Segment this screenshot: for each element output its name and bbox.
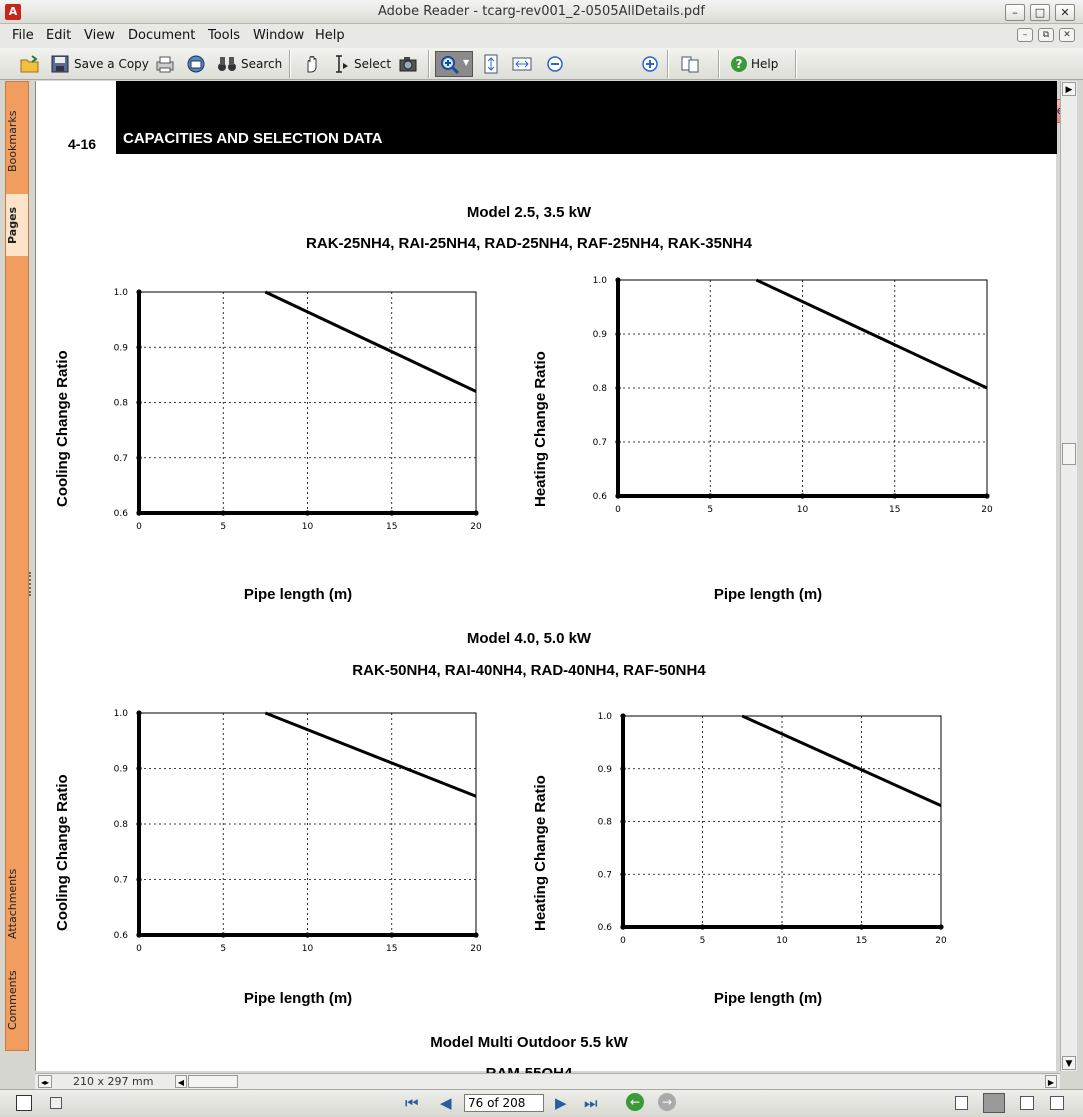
y-tick-label: 0.7 — [592, 438, 607, 448]
search-button[interactable]: Search — [241, 57, 283, 71]
x-axis-label: Pipe length (m) — [243, 990, 353, 1007]
data-line — [742, 716, 941, 806]
y-axis-label: Cooling Change Ratio — [54, 350, 71, 507]
single-page-view-icon[interactable] — [955, 1096, 968, 1110]
fit-page-icon[interactable] — [481, 54, 501, 74]
scroll-up-arrow-icon[interactable]: ▶ — [1062, 82, 1076, 96]
menu-bar — [0, 24, 1083, 48]
hand-tool-icon[interactable] — [302, 54, 322, 74]
tab-pages[interactable]: Pages — [6, 194, 28, 256]
menu-window[interactable]: Window — [253, 28, 305, 43]
page-number-field[interactable]: 76 of 208 — [464, 1094, 544, 1112]
scroll-left-arrow-icon[interactable]: ◀ — [175, 1075, 187, 1088]
y-tick-label: 0.8 — [597, 817, 612, 828]
navigation-panel — [5, 81, 29, 1051]
x-tick-label: 20 — [935, 936, 947, 946]
x-tick-label: 0 — [620, 936, 626, 946]
zoom-out-icon[interactable] — [545, 54, 565, 74]
chevron-down-icon[interactable]: ▼ — [463, 58, 470, 67]
y-axis-label: Cooling Change Ratio — [54, 774, 71, 931]
x-tick-label: 20 — [470, 522, 482, 532]
x-tick-label: 10 — [776, 936, 788, 946]
toolbar-separator — [667, 50, 669, 78]
menu-file[interactable]: File — [12, 28, 34, 43]
doc-restore-button[interactable]: ⧉ — [1038, 28, 1054, 42]
go-forward-icon[interactable]: → — [658, 1093, 676, 1111]
x-tick-label: 0 — [615, 505, 621, 515]
x-tick-label: 15 — [889, 505, 901, 515]
y-tick-label: 0.9 — [592, 330, 607, 340]
x-tick-label: 5 — [707, 505, 714, 515]
document-view[interactable] — [35, 81, 1056, 1071]
last-page-icon[interactable]: ⏭ — [584, 1094, 598, 1112]
fit-width-icon[interactable] — [512, 54, 532, 74]
toolbar-separator — [289, 50, 291, 78]
y-tick-label: 0.6 — [597, 923, 612, 933]
zoom-in-tool-active[interactable] — [435, 51, 473, 77]
section-title: Model 2.5, 3.5 kW — [466, 204, 592, 221]
continuous-facing-view-icon[interactable] — [1050, 1096, 1064, 1110]
vertical-scroll-thumb[interactable] — [1062, 443, 1076, 465]
menu-tools[interactable]: Tools — [208, 28, 241, 43]
page-thumbnail-icon[interactable] — [50, 1097, 62, 1109]
status-bar — [0, 1089, 1083, 1117]
section-title: Model 4.0, 5.0 kW — [466, 630, 592, 647]
x-tick-label: 15 — [386, 944, 398, 954]
next-page-icon[interactable]: ▶ — [555, 1094, 567, 1112]
binoculars-icon — [217, 54, 237, 74]
facing-view-icon[interactable] — [1020, 1096, 1034, 1110]
data-line — [756, 280, 987, 388]
snapshot-camera-icon[interactable] — [398, 54, 418, 74]
y-tick-label: 0.8 — [113, 820, 128, 830]
doc-minimize-button[interactable]: – — [1017, 28, 1033, 42]
chart-heating-4-0-5-0kw — [589, 706, 969, 966]
chart-cooling-2-5-3-5kw — [106, 281, 486, 541]
zoom-in-icon[interactable] — [640, 54, 660, 74]
y-tick-label: 0.8 — [592, 384, 607, 394]
y-tick-label: 0.7 — [113, 453, 128, 464]
data-line — [265, 292, 476, 391]
y-tick-label: 0.7 — [113, 875, 128, 886]
toolbar — [0, 48, 1083, 80]
section-models: RAK-25NH4, RAI-25NH4, RAD-25NH4, RAF-25NH4, RAK-35NH4 — [306, 235, 752, 252]
x-axis-label: Pipe length (m) — [243, 586, 353, 603]
y-tick-label: 0.7 — [597, 870, 612, 881]
menu-view[interactable]: View — [84, 28, 115, 43]
y-tick-label: 0.9 — [597, 764, 612, 775]
minimize-button[interactable]: – — [1005, 4, 1025, 21]
menu-edit[interactable]: Edit — [46, 28, 72, 43]
data-line — [265, 713, 476, 796]
section-models: RAK-50NH4, RAI-40NH4, RAD-40NH4, RAF-50NH4 — [352, 662, 706, 679]
panel-splitter-handle[interactable] — [29, 572, 34, 596]
toolbar-separator — [795, 50, 797, 78]
maximize-button[interactable]: □ — [1030, 4, 1050, 21]
previous-page-icon[interactable]: ◀ — [440, 1094, 452, 1112]
select-button[interactable]: Select — [354, 57, 392, 71]
x-tick-label: 5 — [220, 944, 227, 954]
close-button[interactable]: ✕ — [1055, 4, 1075, 21]
x-tick-label: 20 — [470, 944, 482, 954]
doc-close-button[interactable]: ✕ — [1059, 28, 1075, 42]
tab-bookmarks[interactable]: Bookmarks — [6, 110, 19, 172]
select-cursor-icon[interactable] — [330, 54, 350, 74]
title-bar — [0, 0, 1083, 24]
x-tick-label: 5 — [699, 936, 706, 946]
split-view-icon[interactable]: ◂▸ — [38, 1075, 52, 1088]
y-tick-label: 0.6 — [113, 931, 128, 941]
panel-toggle-icon[interactable] — [16, 1095, 32, 1111]
menu-help[interactable]: Help — [315, 28, 345, 43]
page-size-label: 210 x 297 mm — [73, 1075, 154, 1088]
x-tick-label: 0 — [136, 522, 142, 532]
menu-document[interactable]: Document — [128, 28, 196, 43]
first-page-icon[interactable]: ⏮ — [405, 1094, 419, 1112]
go-back-icon[interactable]: ← — [626, 1093, 644, 1111]
x-tick-label: 10 — [796, 505, 809, 515]
page-number: 4-16 — [68, 136, 97, 152]
window-title: Adobe Reader - tcarg-rev001_2-0505AllDetails.pdf — [378, 4, 705, 19]
y-tick-label: 0.6 — [113, 509, 128, 519]
x-tick-label: 20 — [981, 505, 993, 515]
x-tick-label: 15 — [386, 522, 398, 532]
x-axis-label: Pipe length (m) — [713, 586, 823, 603]
continuous-view-icon[interactable] — [983, 1093, 1005, 1113]
x-tick-label: 15 — [855, 936, 868, 946]
tab-attachments[interactable]: Attachments — [6, 868, 19, 940]
save-copy-icon[interactable] — [50, 54, 70, 74]
svg-text:?: ? — [735, 57, 743, 71]
save-copy-button[interactable]: Save a Copy — [74, 57, 149, 71]
chart-cooling-4-0-5-0kw — [106, 702, 486, 962]
print-icon[interactable] — [155, 54, 175, 74]
help-icon[interactable] — [729, 54, 749, 74]
y-tick-label: 1.0 — [113, 709, 128, 719]
scroll-down-arrow-icon[interactable]: ▼ — [1062, 1056, 1076, 1070]
x-tick-label: 0 — [136, 944, 142, 954]
email-icon[interactable] — [186, 54, 206, 74]
y-tick-label: 1.0 — [113, 288, 128, 298]
x-tick-label: 5 — [220, 522, 227, 532]
page-header-title: CAPACITIES AND SELECTION DATA — [123, 130, 383, 147]
x-tick-label: 10 — [301, 522, 314, 532]
section-title: Model Multi Outdoor 5.5 kW — [430, 1034, 628, 1051]
y-tick-label: 1.0 — [592, 276, 607, 286]
toolbar-separator — [718, 50, 720, 78]
horizontal-scroll-thumb[interactable] — [188, 1075, 238, 1088]
help-button[interactable]: Help — [751, 57, 779, 71]
y-tick-label: 0.9 — [113, 764, 128, 775]
x-tick-label: 10 — [301, 944, 314, 954]
page-display-icon[interactable] — [680, 54, 700, 74]
zoom-in-tool-icon — [440, 55, 460, 75]
scroll-right-arrow-icon[interactable]: ▶ — [1045, 1075, 1057, 1088]
x-axis-label: Pipe length (m) — [713, 990, 823, 1007]
y-tick-label: 1.0 — [597, 712, 612, 722]
tab-comments[interactable]: Comments — [6, 970, 19, 1030]
y-axis-label: Heating Change Ratio — [532, 775, 549, 931]
chart-heating-2-5-3-5kw — [584, 271, 993, 531]
y-axis-label: Heating Change Ratio — [532, 351, 549, 507]
y-tick-label: 0.8 — [113, 398, 128, 409]
adobe-reader-icon: A — [5, 4, 21, 20]
vertical-scrollbar[interactable] — [1060, 81, 1077, 1071]
open-folder-icon[interactable] — [20, 54, 40, 74]
toolbar-separator — [428, 50, 430, 78]
horizontal-scrollbar[interactable] — [35, 1073, 1060, 1089]
y-tick-label: 0.9 — [113, 343, 128, 354]
y-tick-label: 0.6 — [592, 492, 607, 502]
